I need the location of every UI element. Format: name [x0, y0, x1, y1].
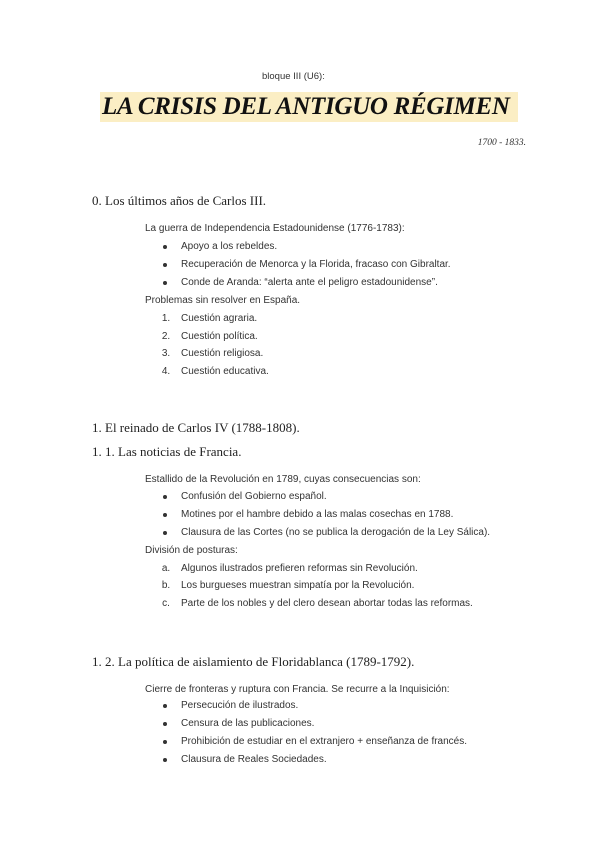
list-item-text: Censura de las publicaciones.	[181, 718, 315, 729]
bullet-icon	[163, 495, 167, 499]
list-item-text: Motines por el hambre debido a las malas cosechas en 1788.	[181, 509, 454, 520]
list-item-text: Conde de Aranda: “alerta ante el peligro estadounidense”.	[181, 277, 438, 288]
section-1-1-intro: Estallido de la Revolución en 1789, cuyas consecuencias son:	[145, 474, 421, 485]
subtitle: bloque III (U6):	[262, 71, 325, 82]
bullet-icon	[163, 281, 167, 285]
bullet-icon	[163, 531, 167, 535]
section-0-heading: 0. Los últimos años de Carlos III.	[92, 193, 267, 208]
list-item-text: Clausura de Reales Sociedades.	[181, 754, 327, 765]
list-item-text: Cuestión educativa.	[181, 366, 269, 377]
bullet-icon	[163, 513, 167, 517]
list-number: 2.	[161, 331, 171, 342]
list-item-text: Confusión del Gobierno español.	[181, 491, 327, 502]
bullet-icon	[163, 740, 167, 744]
list-item-text: Cuestión agraria.	[181, 313, 258, 324]
list-letter: c.	[162, 598, 170, 609]
section-1-1-heading: 1. 1. Las noticias de Francia.	[92, 444, 242, 459]
list-item-text: Cuestión política.	[181, 331, 258, 342]
problems-label: Problemas sin resolver en España.	[145, 295, 301, 306]
date-range: 1700 - 1833.	[477, 138, 526, 148]
page-title: LA CRISIS DEL ANTIGUO RÉGIMEN	[100, 92, 518, 122]
list-item-text: Los burgueses muestran simpatía por la Revolución.	[181, 580, 415, 591]
list-number: 4.	[161, 366, 171, 377]
section-1-heading: 1. El reinado de Carlos IV (1788-1808).	[92, 420, 300, 435]
section-0-intro: La guerra de Independencia Estadounidense (1776-1783):	[145, 223, 405, 234]
list-item-text: Algunos ilustrados prefieren reformas sin Revolución.	[181, 563, 418, 574]
list-letter: b.	[161, 580, 171, 591]
list-item-text: Prohibición de estudiar en el extranjero + enseñanza de francés.	[181, 736, 468, 747]
list-item-text: Apoyo a los rebeldes.	[181, 241, 278, 252]
bullet-icon	[163, 722, 167, 726]
bullet-icon	[163, 263, 167, 267]
list-number: 1.	[161, 313, 171, 324]
list-item-text: Parte de los nobles y del clero desean abortar todas las reformas.	[181, 598, 473, 609]
bullet-icon	[163, 704, 167, 708]
title-block	[100, 92, 518, 122]
bullet-icon	[163, 758, 167, 762]
list-item-text: Clausura de las Cortes (no se publica la derogación de la Ley Sálica).	[181, 527, 491, 538]
bullet-icon	[163, 245, 167, 249]
list-letter: a.	[161, 563, 171, 574]
section-1-2-intro: Cierre de fronteras y ruptura con Francia. Se recurre a la Inquisición:	[145, 684, 450, 695]
division-label: División de posturas:	[145, 545, 238, 556]
list-item-text: Cuestión religiosa.	[181, 348, 264, 359]
list-item-text: Recuperación de Menorca y la Florida, fracaso con Gibraltar.	[181, 259, 451, 270]
list-item-text: Persecución de ilustrados.	[181, 700, 299, 711]
section-1-2-heading: 1. 2. La política de aislamiento de Floridablanca (1789-1792).	[92, 654, 415, 669]
list-number: 3.	[161, 348, 171, 359]
